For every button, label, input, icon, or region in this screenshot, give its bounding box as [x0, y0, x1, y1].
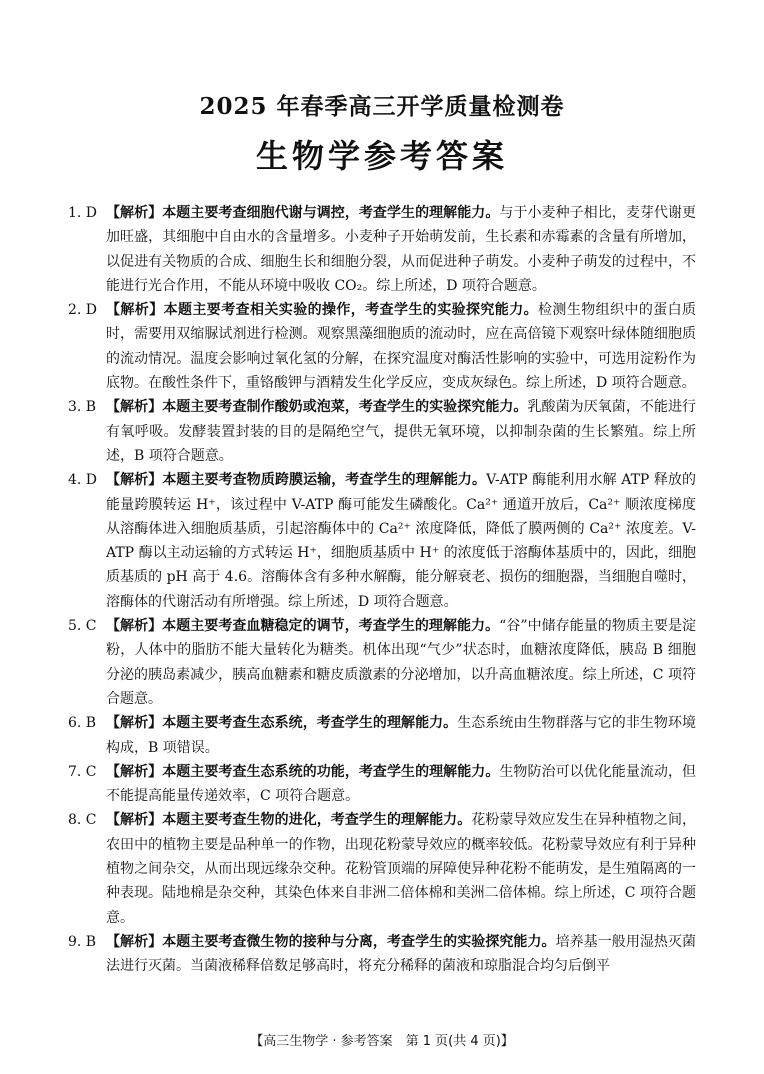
answer-lead: 本题主要考查微生物的接种与分离，考查学生的实验探究能力。 — [162, 933, 556, 950]
answer-number: 9. B — [68, 933, 97, 950]
page-title: 生物学参考答案 — [255, 137, 508, 175]
answer-text: V-ATP 酶能利用水解 ATP 释放的能量跨膜转运 H⁺，该过程中 V-ATP 酶可能发生磷酸化。Ca²⁺ 通道开放后，Ca²⁺ 顺浓度梯度从溶酶体进入细胞质基质，引起溶酶体中的 Ca²⁺ 浓度降低，降低了膜两侧的 Ca²⁺ 浓度差。V-ATP 酶以主动运输的方式转运 H⁺，细胞质基质中 H⁺ 的浓度低于溶酶体基质中的，因此，细胞质基质的 pH 高于 4.6。溶酶体含有多种水解酶，能分解衰老、损伤的细胞器，当细胞自噬时，溶酶体的代谢活动有所增强。综上所述，D 项符合题意。 — [106, 472, 697, 610]
answer-number: 7. C — [68, 763, 97, 780]
answer-lead: 本题主要考查相关实验的操作，考查学生的实验探究能力。 — [163, 302, 539, 319]
answer-body — [106, 298, 696, 395]
answer-body — [106, 395, 696, 468]
analysis-tag: 【解析】 — [106, 302, 164, 319]
answer-item-3 — [68, 395, 696, 468]
answer-body — [106, 760, 696, 809]
answer-lead: 本题主要考查制作酸奶或泡菜，考查学生的实验探究能力。 — [162, 399, 528, 416]
analysis-tag: 【解析】 — [106, 763, 163, 780]
page-footer: 【高三生物学 · 参考答案 第 1 页(共 4 页)】 — [250, 1034, 514, 1049]
answer-number: 5. C — [68, 618, 97, 635]
answer-lead: 本题主要考查生物的进化，考查学生的理解能力。 — [162, 812, 472, 829]
answer-item-4 — [68, 468, 696, 614]
answer-body — [106, 808, 696, 929]
answer-number: 8. C — [68, 812, 97, 829]
answer-text: 花粉蒙导效应发生在异种植物之间，农田中的植物主要是品种单一的作物，出现花粉蒙导效应的概率较低。花粉蒙导效应有利于异种植物之间杂交，从而出现远缘杂交种。花粉管顶端的屏障使异种花粉不能萌发，是生殖隔离的一种表现。陆地棉是杂交种，其染色体来自非洲二倍体棉和美洲二倍体棉。综上所述，C 项符合题意。 — [106, 812, 697, 926]
answer-text: 培养基一般用湿热灭菌法进行灭菌。当菌液稀释倍数足够高时，将充分稀释的菌液和琼脂混合均匀后倒平 — [106, 933, 697, 975]
answer-body — [106, 614, 696, 711]
analysis-tag: 【解析】 — [106, 399, 163, 416]
answer-text: 检测生物组织中的蛋白质时，需要用双缩脲试剂进行检测。观察黑藻细胞质的流动时，应在高倍镜下观察叶绿体随细胞质的流动情况。温度会影响过氧化氢的分解，在探究温度对酶活性影响的实验中，可选用淀粉作为底物。在酸性条件下，重铬酸钾与酒精发生化学反应，变成灰绿色。综上所述，D 项符合题意。 — [106, 302, 697, 392]
analysis-tag: 【解析】 — [106, 715, 163, 732]
answer-lead: 本题主要考查生态系统的功能，考查学生的理解能力。 — [162, 763, 500, 780]
answer-number: 1. D — [68, 205, 98, 221]
answer-lead: 本题主要考查细胞代谢与调控，考查学生的理解能力。 — [162, 205, 500, 221]
answer-item-8 — [68, 808, 696, 929]
answer-body — [106, 930, 696, 979]
analysis-tag: 【解析】 — [106, 812, 163, 829]
answer-lead: 本题主要考查生态系统，考查学生的理解能力。 — [162, 715, 458, 732]
answer-item-1 — [68, 201, 696, 298]
analysis-tag: 【解析】 — [106, 618, 163, 635]
answer-body — [106, 468, 696, 614]
answer-text: 生物防治可以优化能量流动，但不能提高能量传递效率，C 项符合题意。 — [106, 763, 697, 805]
answer-number: 4. D — [68, 472, 98, 489]
answer-text: “谷”中储存能量的物质主要是淀粉，人体中的脂肪不能大量转化为糖类。机体出现“气少”状态时，血糖浓度降低，胰岛 B 细胞分泌的胰岛素减少，胰高血糖素和糖皮质激素的分泌增加，以升高血糖浓度。综上所述，C 项符合题意。 — [106, 618, 697, 707]
answer-item-9 — [68, 930, 696, 979]
answer-number: 6. B — [68, 715, 97, 732]
answer-text: 生态系统由生物群落与它的非生物环境构成，B 项错误。 — [106, 715, 697, 756]
answer-number: 3. B — [68, 399, 97, 416]
answer-item-5 — [68, 614, 696, 711]
answer-item-6 — [68, 711, 696, 760]
exam-title: 2025 年春季高三开学质量检测卷 — [199, 93, 565, 120]
answer-lead: 本题主要考查血糖稳定的调节，考查学生的理解能力。 — [162, 618, 500, 635]
answer-body — [106, 201, 696, 298]
answer-list — [68, 201, 696, 979]
answer-text: 与于小麦种子相比，麦芽代谢更加旺盛，其细胞中自由水的含量增多。小麦种子开始萌发前，生长素和赤霉素的含量有所增加，以促进有关物质的合成、细胞生长和细胞分裂，从而促进种子萌发。小麦种子萌发的过程中，不能进行光合作用，不能从环境中吸收 CO₂。综上所述，D 项符合题意。 — [106, 205, 697, 294]
answer-text: 乳酸菌为厌氧菌，不能进行有氧呼吸。发酵装置封装的目的是隔绝空气，提供无氧环境，以抑制杂菌的生长繁殖。综上所述，B 项符合题意。 — [106, 399, 697, 464]
analysis-tag: 【解析】 — [106, 472, 163, 489]
answer-body — [106, 711, 696, 760]
answer-item-7 — [68, 760, 696, 809]
analysis-tag: 【解析】 — [106, 205, 163, 221]
analysis-tag: 【解析】 — [106, 933, 163, 950]
answer-lead: 本题主要考查物质跨膜运输，考查学生的理解能力。 — [162, 472, 487, 489]
answer-item-2 — [68, 298, 696, 395]
answer-number: 2. D — [68, 302, 98, 319]
